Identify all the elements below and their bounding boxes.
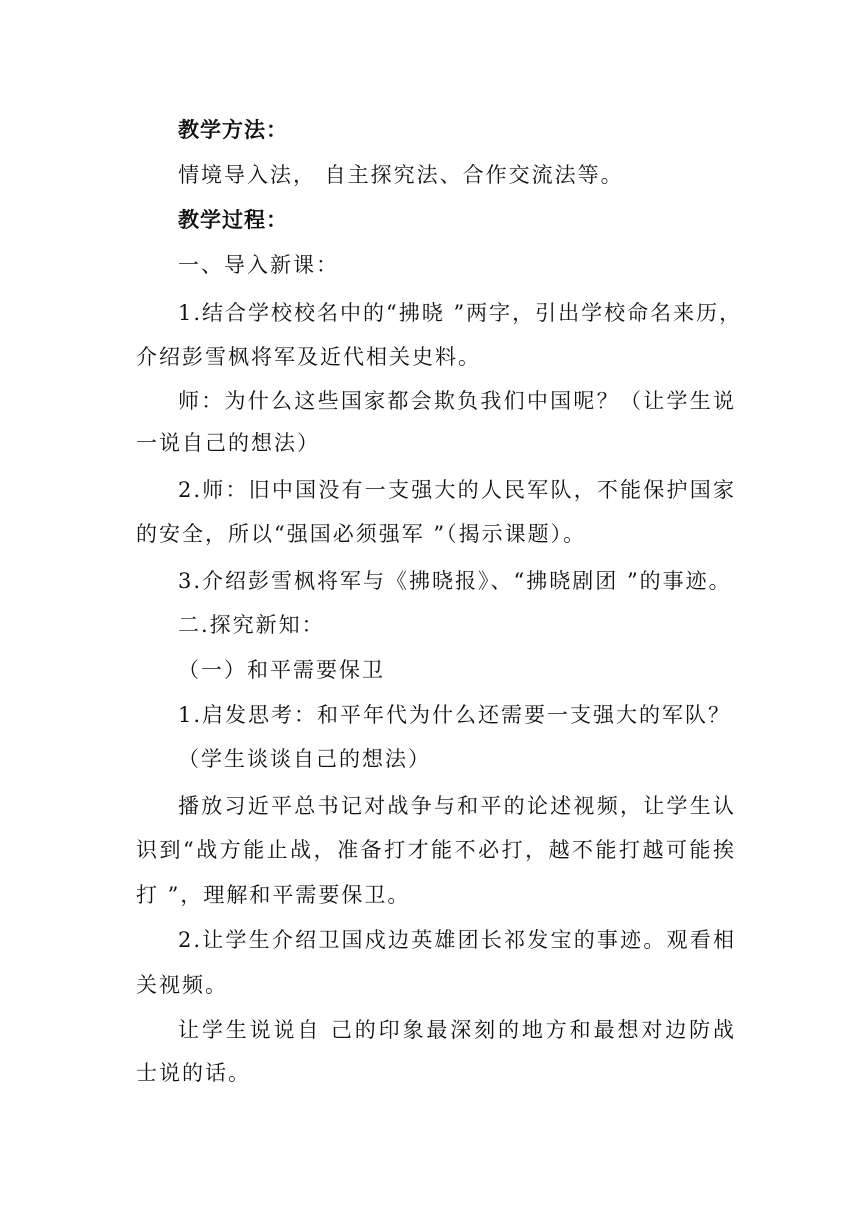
section-2-heading: 二.探究新知： bbox=[178, 613, 325, 637]
paragraph-5-line-1: 1.启发思考：和平年代为什么还需要一支强大的军队？ bbox=[178, 703, 732, 727]
paragraph-6-line-2: 识到“战方能止战，准备打才能不必打，越不能打越可能挨 bbox=[136, 838, 736, 862]
paragraph-3-line-2: 的安全，所以“强国必须强军 ”（揭示课题）。 bbox=[136, 522, 587, 546]
paragraph-5-line-2: （学生谈谈自己的想法） bbox=[178, 747, 431, 771]
paragraph-8-line-2: 士说的话。 bbox=[136, 1061, 251, 1085]
paragraph-6-line-1: 播放习近平总书记对战争与和平的论述视频，让学生认 bbox=[178, 794, 736, 818]
paragraph-1-line-2: 介绍彭雪枫将军及近代相关史料。 bbox=[136, 345, 481, 369]
teaching-process-heading: 教学过程： bbox=[178, 208, 288, 232]
paragraph-8-line-1: 让学生说说自 己的印象最深刻的地方和最想对边防战 bbox=[178, 1018, 736, 1042]
subsection-1-heading: （一）和平需要保卫 bbox=[178, 658, 385, 682]
teaching-method-text: 情境导入法， 自主探究法、合作交流法等。 bbox=[178, 163, 624, 187]
paragraph-1-line-1: 1.结合学校校名中的“拂晓 ”两字，引出学校命名来历， bbox=[178, 301, 743, 325]
paragraph-2-line-2: 一说自己的想法） bbox=[136, 431, 320, 455]
paragraph-2-line-1: 师：为什么这些国家都会欺负我们中国呢？（让学生说 bbox=[178, 389, 736, 413]
paragraph-4-line-1: 3.介绍彭雪枫将军与《拂晓报》、“拂晓剧团 ”的事迹。 bbox=[178, 569, 732, 593]
paragraph-7-line-1: 2.让学生介绍卫国戍边英雄团长祁发宝的事迹。观看相 bbox=[178, 928, 736, 952]
section-1-heading: 一、导入新课： bbox=[178, 253, 339, 277]
paragraph-3-line-1: 2.师：旧中国没有一支强大的人民军队，不能保护国家 bbox=[178, 478, 736, 502]
teaching-method-heading: 教学方法： bbox=[178, 118, 288, 142]
paragraph-6-line-3: 打 ”，理解和平需要保卫。 bbox=[136, 883, 411, 907]
paragraph-7-line-2: 关视频。 bbox=[136, 973, 228, 997]
